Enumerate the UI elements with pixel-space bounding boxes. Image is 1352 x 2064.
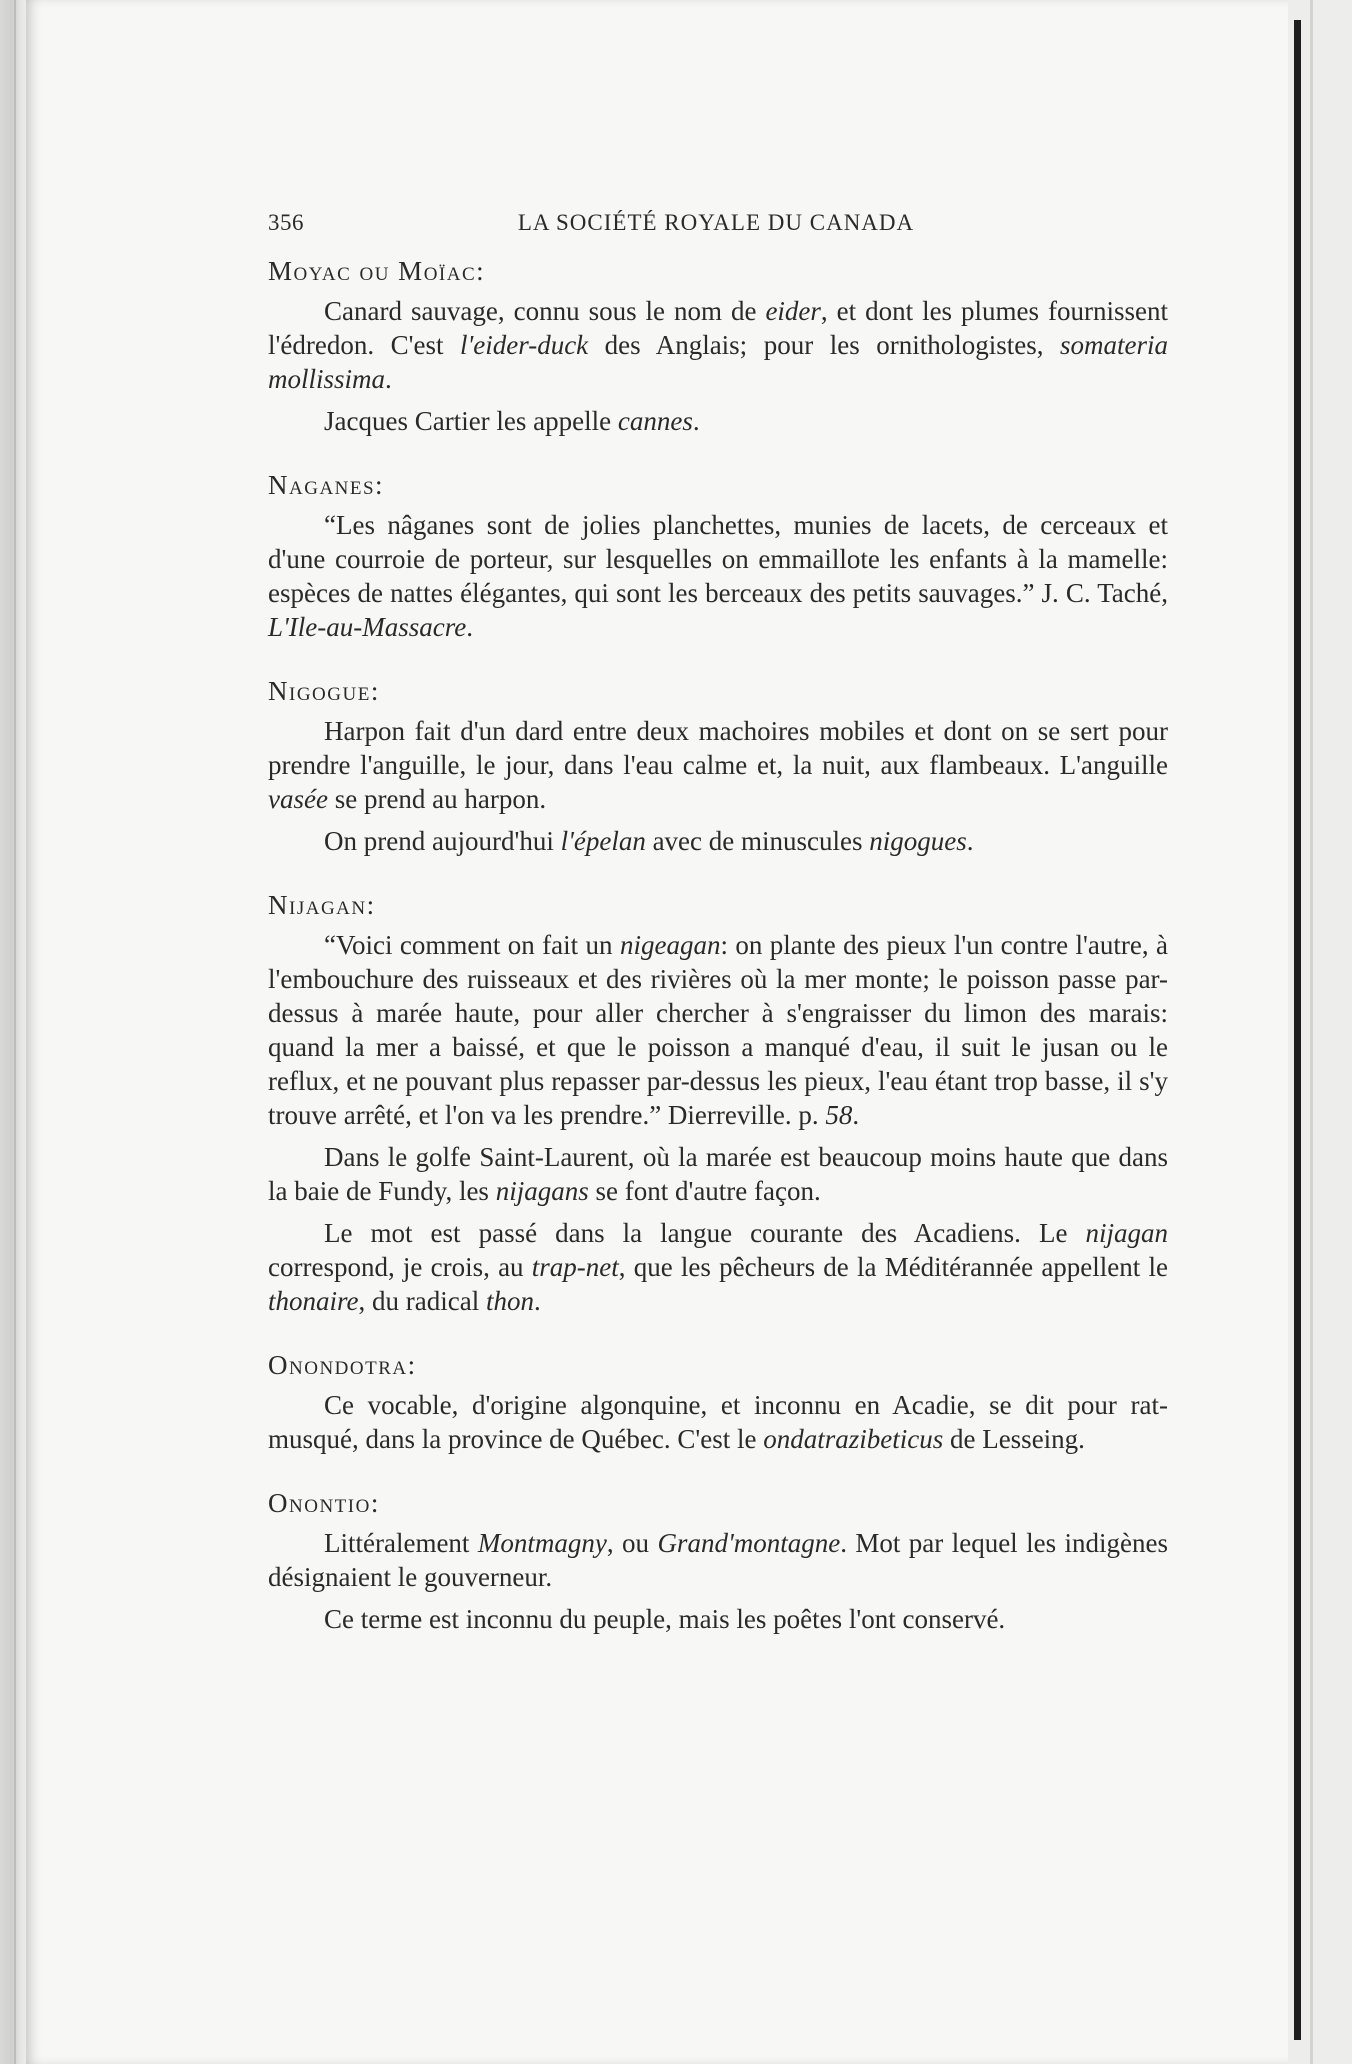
italic-term: vasée — [268, 784, 328, 814]
text-run: , ou — [606, 1528, 658, 1558]
entry-paragraph — [268, 824, 1168, 858]
entry-headword: Onontio: — [268, 1488, 380, 1518]
italic-term: eider — [765, 296, 821, 326]
text-run: . — [466, 612, 473, 642]
glossary-entry — [268, 674, 1168, 858]
italic-term: L'Ile-au-Massacre — [268, 612, 467, 642]
italic-term: l'épelan — [560, 826, 646, 856]
text-run: . — [852, 1100, 860, 1130]
text-run: Ce vocable, d'origine algonquine, et inconnu en Acadie, se dit pour rat-musqué, dans la province de Québec. C'est le — [268, 1390, 1168, 1454]
page-content — [268, 206, 1168, 1666]
entry-paragraph — [268, 1216, 1168, 1318]
text-run: Harpon fait d'un dard entre deux machoires mobiles et dont on se sert pour prendre l'anguille, le jour, dans l'eau calme et, la nuit, aux flambeaux. L'anguille — [268, 716, 1168, 780]
text-run: Canard sauvage, connu sous le nom de — [324, 296, 766, 326]
text-run: , et dont les plumes fournissent l'édredon. C'est — [268, 296, 1168, 360]
entry-paragraph — [268, 1602, 1168, 1636]
entry-paragraph — [268, 1140, 1168, 1208]
glossary-entry — [268, 1486, 1168, 1636]
text-run: “Voici comment on fait un — [324, 930, 620, 960]
entry-paragraph — [268, 1526, 1168, 1594]
entry-paragraph — [268, 1388, 1168, 1456]
text-run: , que les pêcheurs de la Méditérannée appellent le — [618, 1252, 1168, 1282]
entry-headword: Onondotra: — [268, 1350, 417, 1380]
italic-term: nigeagan — [619, 930, 721, 960]
italic-term: cannes — [617, 406, 693, 436]
glossary-entry — [268, 888, 1168, 1318]
page-number: 356 — [268, 210, 304, 235]
text-run: se font d'autre façon. — [588, 1176, 821, 1206]
italic-term: trap-net — [531, 1252, 619, 1282]
text-run: correspond, je crois, au — [268, 1252, 532, 1282]
entry-headword: Nigogue: — [268, 676, 380, 706]
glossary-entries — [268, 254, 1168, 1636]
entry-headword: Naganes: — [268, 470, 385, 500]
text-run: Ce terme est inconnu du peuple, mais les poêtes l'ont conservé. — [324, 1604, 1006, 1634]
text-run: avec de minuscules — [645, 826, 870, 856]
text-run: Le mot est passé dans la langue courante des Acadiens. Le — [324, 1218, 1086, 1248]
italic-term: nijagan — [1085, 1218, 1168, 1248]
entry-paragraph — [268, 508, 1168, 644]
text-run: “Les nâganes sont de jolies planchettes, munies de lacets, de cerceaux et d'une courroie de porteur, sur lesquelles on emmaillote les enfants à la mamelle: espèces de nattes élégantes, qui sont les berceaux des petits sauvages.” J. C. Taché, — [268, 510, 1168, 608]
entry-paragraph — [268, 404, 1168, 438]
italic-term: thonaire — [268, 1286, 359, 1316]
entry-paragraph — [268, 714, 1168, 816]
text-run: de Lesseing. — [943, 1424, 1085, 1454]
running-title: LA SOCIÉTÉ ROYALE DU CANADA — [517, 210, 915, 235]
italic-term: Montmagny — [477, 1528, 607, 1558]
glossary-entry — [268, 254, 1168, 438]
text-run: . — [533, 1286, 541, 1316]
text-run: Jacques Cartier les appelle — [324, 406, 618, 436]
text-run: des Anglais; pour les ornithologistes, — [588, 330, 1060, 360]
text-run: : on plante des pieux l'un contre l'autre, à l'embouchure des ruisseaux et des rivières où la mer monte; le poisson passe par-dessus à marée haute, pour aller chercher à s'engraisser du limon des marais: quand la mer a baissé, et que le poisson a manqué d'eau, il suit le jusan ou le reflux, et ne pouvant plus repasser par-dessus les pieux, l'eau étant trop basse, il s'y trouve arrêté, et l'on va les prendre.” Dierreville. p. — [268, 930, 1168, 1130]
italic-term: l'eider-duck — [459, 330, 589, 360]
text-run: Littéralement — [324, 1528, 478, 1558]
glossary-entry — [268, 468, 1168, 644]
running-header — [268, 206, 1168, 240]
italic-term: 58 — [825, 1100, 853, 1130]
entry-paragraph — [268, 294, 1168, 396]
text-run: . — [385, 364, 392, 394]
text-run: Dans le golfe Saint-Laurent, où la marée est beaucoup moins haute que dans la baie de Fundy, les — [268, 1142, 1168, 1206]
italic-term: nijagans — [495, 1176, 589, 1206]
page-edge — [1288, 0, 1352, 2064]
italic-term: Grand'montagne — [657, 1528, 841, 1558]
text-run: . — [966, 826, 974, 856]
entry-headword: Moyac ou Moïac: — [268, 256, 486, 286]
text-run: , du radical — [358, 1286, 486, 1316]
text-run: se prend au harpon. — [327, 784, 547, 814]
text-run: On prend aujourd'hui — [324, 826, 561, 856]
italic-term: somateria mollissima — [268, 330, 1168, 394]
italic-term: nigogues — [869, 826, 967, 856]
entry-headword: Nijagan: — [268, 890, 376, 920]
entry-paragraph — [268, 928, 1168, 1132]
text-run: . — [692, 406, 700, 436]
glossary-entry — [268, 1348, 1168, 1456]
italic-term: thon — [485, 1286, 534, 1316]
italic-term: ondatrazibeticus — [763, 1424, 944, 1454]
text-run: . Mot par lequel les indigènes désignaient le gouverneur. — [268, 1528, 1168, 1592]
